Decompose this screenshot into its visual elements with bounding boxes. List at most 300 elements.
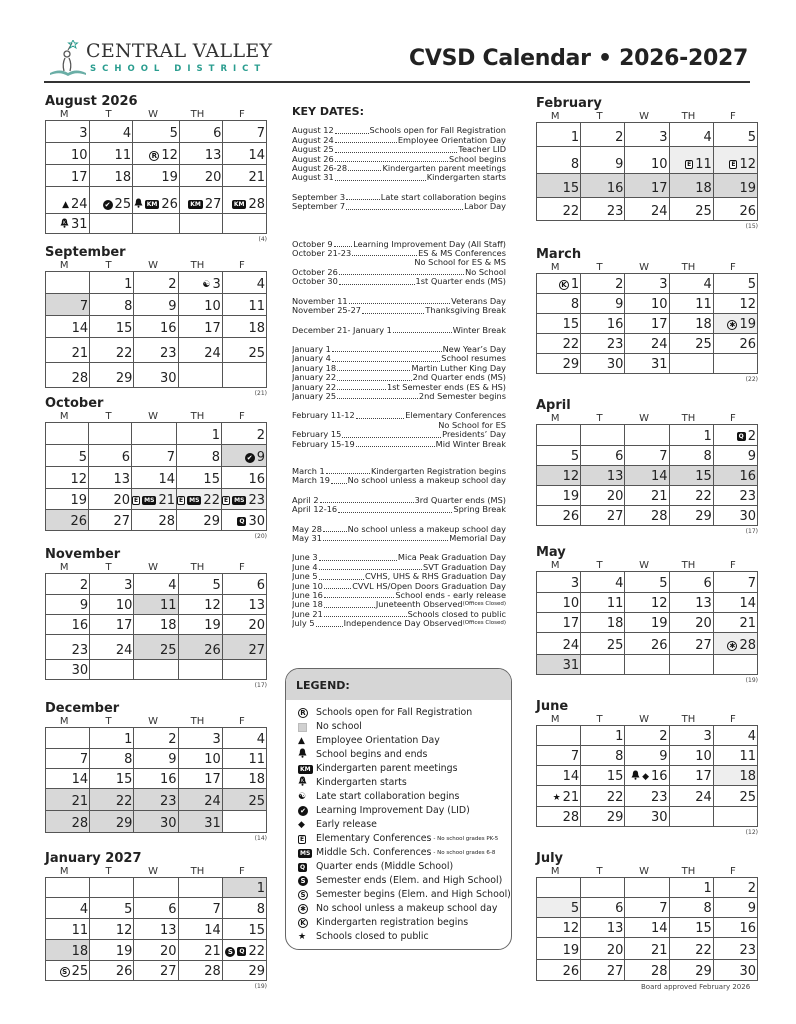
weekday-label: W bbox=[639, 714, 649, 725]
month-name: August 2026 bbox=[45, 94, 138, 109]
day-number: 2 bbox=[747, 881, 756, 896]
day-cell bbox=[537, 572, 581, 593]
day-number: 28 bbox=[158, 514, 175, 529]
dot-leader bbox=[323, 534, 448, 541]
key-date-row bbox=[292, 193, 506, 202]
legend-label: Schools closed to public bbox=[316, 931, 429, 942]
day-cell bbox=[669, 425, 713, 446]
day-cell bbox=[713, 572, 757, 593]
day-cell bbox=[625, 572, 669, 593]
day-cell bbox=[179, 214, 223, 234]
day-cell bbox=[713, 334, 757, 354]
ms-speech-icon: MS bbox=[234, 497, 245, 504]
dot-leader bbox=[335, 145, 458, 152]
key-event: Labor Day bbox=[464, 202, 506, 212]
day-number: 9 bbox=[168, 752, 177, 767]
day-number: 16 bbox=[160, 321, 177, 336]
week-row bbox=[46, 121, 267, 143]
school-day-count: (14) bbox=[254, 835, 267, 842]
day-cell bbox=[669, 786, 713, 807]
day-number: 7 bbox=[166, 450, 175, 465]
day-cell bbox=[223, 143, 267, 165]
legend-item bbox=[298, 706, 511, 720]
weekday-header bbox=[45, 716, 267, 727]
day-cell bbox=[537, 918, 581, 938]
day-cell bbox=[713, 446, 757, 466]
day-number: 9 bbox=[168, 299, 177, 314]
week-row bbox=[46, 445, 267, 467]
key-date: June 18 bbox=[292, 600, 323, 610]
day-number: 7 bbox=[79, 752, 89, 767]
day-number: 31 bbox=[562, 658, 580, 673]
month-grid bbox=[536, 122, 758, 221]
key-date-row bbox=[292, 600, 506, 609]
month-name: November bbox=[45, 547, 121, 562]
key-event: Veterans Day bbox=[451, 296, 506, 306]
day-number: 4 bbox=[747, 729, 756, 744]
day-number: 7 bbox=[747, 576, 756, 591]
day-number: 23 bbox=[651, 790, 668, 805]
key-date: October 9 bbox=[292, 239, 333, 249]
day-number: 18 bbox=[695, 181, 712, 196]
day-number: 14 bbox=[71, 772, 89, 787]
day-number: 16 bbox=[160, 772, 177, 787]
semester-end-icon: S bbox=[225, 947, 235, 957]
day-cell bbox=[134, 961, 178, 981]
day-number: 18 bbox=[71, 944, 89, 959]
dot-leader bbox=[323, 525, 347, 532]
weekday-label: W bbox=[148, 866, 158, 877]
weekday-label: T bbox=[105, 109, 112, 120]
day-number: 25 bbox=[71, 964, 89, 979]
svg-text:K: K bbox=[63, 221, 66, 226]
key-date: January 25 bbox=[292, 391, 337, 401]
week-row bbox=[537, 898, 758, 918]
key-date-row bbox=[292, 202, 506, 211]
day-cell bbox=[177, 445, 222, 467]
day-cell bbox=[178, 316, 222, 338]
legend-item bbox=[298, 734, 511, 748]
day-number: 26 bbox=[651, 638, 668, 653]
week-row bbox=[537, 960, 758, 981]
day-number: 1 bbox=[124, 732, 133, 747]
key-date-row bbox=[292, 582, 506, 591]
key-date: November 11 bbox=[292, 296, 348, 306]
day-number: 24 bbox=[562, 638, 580, 653]
weekday-label: W bbox=[639, 262, 649, 273]
day-cell bbox=[537, 898, 581, 918]
weekday-label: T bbox=[105, 716, 112, 727]
weekday-label: T bbox=[105, 562, 112, 573]
week-row bbox=[46, 615, 267, 635]
key-event: Independence Day Observed bbox=[343, 619, 463, 629]
legend-item bbox=[298, 888, 511, 902]
dot-leader bbox=[335, 136, 397, 143]
day-cell bbox=[222, 272, 266, 294]
e-speech-icon: E bbox=[300, 835, 305, 843]
dot-leader bbox=[346, 202, 463, 209]
day-number: 24 bbox=[651, 337, 668, 352]
day-number: 7 bbox=[659, 449, 668, 464]
day-number: 19 bbox=[204, 618, 221, 633]
day-cell bbox=[89, 423, 132, 445]
day-cell bbox=[134, 272, 178, 294]
day-number: 18 bbox=[248, 772, 265, 787]
day-cell bbox=[581, 878, 625, 898]
dot-leader bbox=[326, 467, 370, 474]
day-cell bbox=[46, 919, 90, 940]
week-row bbox=[46, 574, 267, 595]
day-cell bbox=[625, 334, 669, 354]
day-number: 31 bbox=[651, 357, 668, 372]
day-number: 4 bbox=[256, 732, 265, 747]
weekday-label: W bbox=[639, 111, 649, 122]
key-date-row bbox=[292, 364, 506, 373]
day-cell bbox=[90, 595, 134, 615]
day-cell bbox=[177, 489, 222, 510]
day-cell bbox=[178, 615, 222, 635]
day-cell bbox=[222, 363, 266, 388]
day-number: 12 bbox=[739, 297, 756, 312]
day-number: 1 bbox=[703, 881, 712, 896]
day-cell bbox=[132, 445, 177, 467]
month-name: January 2027 bbox=[45, 851, 142, 866]
legend-label: No school bbox=[316, 721, 362, 732]
key-date-row bbox=[292, 268, 506, 277]
late-start-icon: ☯ bbox=[298, 792, 307, 802]
key-date: September 7 bbox=[292, 202, 346, 212]
day-number: 23 bbox=[248, 493, 265, 508]
day-cell bbox=[669, 918, 713, 938]
day-cell bbox=[178, 338, 222, 363]
day-cell bbox=[669, 198, 713, 221]
day-number: 15 bbox=[695, 921, 712, 936]
day-number: 22 bbox=[695, 943, 712, 958]
day-cell bbox=[625, 807, 669, 827]
day-cell bbox=[713, 655, 757, 675]
day-number: 21 bbox=[651, 943, 668, 958]
key-date: August 12 bbox=[292, 126, 334, 136]
legend-note: - No school grades PK-5 bbox=[433, 836, 499, 842]
dot-leader bbox=[331, 476, 347, 483]
day-cell bbox=[713, 593, 757, 613]
weekday-label: M bbox=[59, 109, 69, 120]
week-row bbox=[537, 314, 758, 334]
day-number: 28 bbox=[248, 197, 265, 212]
day-cell bbox=[134, 574, 178, 595]
weekday-label: T bbox=[105, 260, 112, 271]
month-apr bbox=[536, 399, 758, 536]
week-row bbox=[537, 746, 758, 766]
legend-item bbox=[298, 860, 511, 874]
legend-label: Quarter ends (Middle School) bbox=[316, 861, 454, 872]
week-row bbox=[46, 635, 267, 660]
day-cell bbox=[90, 728, 134, 749]
day-cell bbox=[625, 354, 669, 374]
day-cell bbox=[581, 960, 625, 981]
day-number: 29 bbox=[115, 816, 133, 831]
day-number: 17 bbox=[695, 769, 712, 784]
day-number: 2 bbox=[615, 130, 624, 145]
key-date-row bbox=[292, 534, 506, 543]
key-date: December 21- January 1 bbox=[292, 325, 392, 335]
key-date-row bbox=[292, 467, 506, 476]
key-date-row bbox=[292, 345, 506, 354]
semester-end-icon: S bbox=[298, 876, 308, 886]
weekday-label: T bbox=[105, 411, 112, 422]
weekday-label: T bbox=[596, 560, 603, 571]
key-event: No school unless a makeup school day bbox=[347, 476, 506, 486]
day-cell bbox=[134, 769, 178, 789]
key-date-row bbox=[292, 440, 506, 449]
day-number: 12 bbox=[651, 596, 668, 611]
day-number: 15 bbox=[115, 321, 133, 336]
day-number: 30 bbox=[651, 810, 668, 825]
day-number: 17 bbox=[204, 772, 221, 787]
key-date-row bbox=[292, 136, 506, 145]
school-day-count: (17) bbox=[745, 528, 758, 535]
legend-item bbox=[298, 762, 511, 776]
day-cell bbox=[89, 165, 133, 187]
legend-title: LEGEND: bbox=[286, 669, 511, 700]
day-number: 22 bbox=[695, 489, 712, 504]
month-oct bbox=[45, 397, 267, 541]
day-cell bbox=[134, 789, 178, 811]
km-speech-icon: KM bbox=[233, 201, 245, 208]
week-row bbox=[537, 786, 758, 807]
day-cell bbox=[133, 143, 180, 165]
day-cell bbox=[581, 274, 625, 294]
key-date: September 3 bbox=[292, 192, 346, 202]
day-number: 25 bbox=[606, 638, 624, 653]
week-row bbox=[537, 726, 758, 746]
day-cell bbox=[581, 786, 625, 807]
day-cell bbox=[90, 769, 134, 789]
day-number: 19 bbox=[562, 943, 580, 958]
day-cell bbox=[581, 354, 625, 374]
day-number: 8 bbox=[703, 449, 712, 464]
day-cell bbox=[90, 316, 134, 338]
day-number: 19 bbox=[115, 944, 133, 959]
day-number: 22 bbox=[115, 346, 133, 361]
key-date-row bbox=[292, 173, 506, 182]
day-number: 14 bbox=[158, 472, 175, 487]
day-cell bbox=[222, 728, 266, 749]
day-cell bbox=[625, 726, 669, 746]
week-row bbox=[537, 294, 758, 314]
day-number: 28 bbox=[71, 371, 89, 386]
key-event: Kindergarten Registration begins bbox=[370, 466, 506, 476]
day-cell bbox=[90, 961, 134, 981]
weekday-label: F bbox=[238, 260, 245, 271]
day-number: 5 bbox=[570, 449, 580, 464]
day-cell bbox=[177, 467, 222, 489]
day-cell bbox=[625, 198, 669, 221]
day-number: 25 bbox=[695, 337, 712, 352]
day-cell bbox=[713, 807, 757, 827]
legend-item bbox=[298, 846, 511, 860]
day-cell bbox=[179, 121, 223, 143]
day-cell bbox=[669, 746, 713, 766]
week-row bbox=[537, 655, 758, 675]
day-cell bbox=[669, 593, 713, 613]
day-cell bbox=[625, 786, 669, 807]
day-number: 12 bbox=[739, 157, 756, 172]
day-number: 30 bbox=[739, 509, 756, 524]
day-number: 22 bbox=[248, 944, 265, 959]
e-speech-icon: E bbox=[687, 161, 692, 168]
dot-leader bbox=[346, 193, 380, 200]
day-number: 16 bbox=[248, 472, 265, 487]
day-cell bbox=[537, 878, 581, 898]
day-cell bbox=[46, 423, 89, 445]
legend-icon-slot bbox=[298, 776, 316, 791]
day-number: 15 bbox=[562, 181, 580, 196]
week-row bbox=[46, 728, 267, 749]
dot-leader bbox=[339, 277, 415, 284]
day-cell bbox=[581, 633, 625, 655]
key-event: Winter Break bbox=[452, 325, 506, 335]
key-date-row bbox=[292, 326, 506, 335]
legend-item bbox=[298, 930, 511, 944]
day-cell bbox=[669, 766, 713, 786]
day-number: 18 bbox=[739, 769, 756, 784]
day-number: 26 bbox=[562, 964, 580, 979]
day-number: 1 bbox=[703, 429, 712, 444]
day-cell bbox=[581, 174, 625, 198]
day-cell bbox=[537, 593, 581, 613]
day-cell bbox=[669, 294, 713, 314]
legend-label: Elementary Conferences bbox=[316, 833, 432, 844]
month-grid bbox=[45, 573, 267, 680]
key-event: Mica Peak Graduation Day bbox=[397, 553, 506, 563]
key-date-row bbox=[292, 430, 506, 439]
day-number: 22 bbox=[562, 204, 580, 219]
day-number: 25 bbox=[248, 794, 265, 809]
day-cell bbox=[669, 898, 713, 918]
dot-leader bbox=[342, 430, 441, 437]
day-cell bbox=[581, 314, 625, 334]
day-cell bbox=[625, 506, 669, 526]
day-cell bbox=[222, 769, 266, 789]
month-mar bbox=[536, 248, 758, 384]
day-cell bbox=[625, 938, 669, 960]
legend-label: Learning Improvement Day (LID) bbox=[316, 805, 470, 816]
legend-icon-slot bbox=[298, 790, 316, 804]
school-day-count: (20) bbox=[254, 533, 267, 540]
kindergarten-bell-icon bbox=[60, 218, 69, 231]
key-date: April 12-16 bbox=[292, 505, 338, 515]
day-cell bbox=[537, 766, 581, 786]
day-number: 17 bbox=[651, 181, 668, 196]
day-number: 29 bbox=[606, 810, 624, 825]
key-date: April 2 bbox=[292, 495, 319, 505]
reading-child-logo-icon bbox=[48, 40, 88, 78]
day-cell bbox=[134, 940, 178, 961]
weekday-label: F bbox=[729, 413, 736, 424]
day-cell bbox=[581, 746, 625, 766]
month-grid bbox=[45, 422, 267, 531]
day-cell bbox=[581, 446, 625, 466]
day-cell bbox=[132, 423, 177, 445]
day-cell bbox=[46, 214, 90, 234]
header-divider bbox=[44, 81, 750, 83]
legend bbox=[285, 668, 512, 950]
month-grid bbox=[536, 424, 758, 526]
day-number: 28 bbox=[651, 964, 668, 979]
key-date-row bbox=[292, 610, 506, 619]
key-dates bbox=[292, 107, 506, 629]
bell-icon bbox=[134, 198, 143, 211]
day-cell bbox=[625, 633, 669, 655]
key-date-row bbox=[292, 354, 506, 363]
day-number: 1 bbox=[124, 277, 133, 292]
day-number: 26 bbox=[739, 337, 756, 352]
weekday-header bbox=[536, 560, 758, 571]
key-date: August 26 bbox=[292, 154, 334, 164]
day-number: 27 bbox=[248, 643, 265, 658]
day-cell bbox=[713, 746, 757, 766]
day-cell bbox=[625, 123, 669, 147]
legend-label: Early release bbox=[316, 819, 377, 830]
key-event: New Year’s Day bbox=[442, 344, 506, 354]
key-date: August 24 bbox=[292, 135, 334, 145]
week-row bbox=[537, 147, 758, 174]
q-box-icon: Q bbox=[239, 518, 245, 525]
day-cell bbox=[222, 595, 266, 615]
day-number: 8 bbox=[211, 450, 220, 465]
month-grid bbox=[45, 727, 267, 833]
day-number: 16 bbox=[651, 769, 668, 784]
day-cell bbox=[537, 123, 581, 147]
key-date: February 15-19 bbox=[292, 439, 355, 449]
dot-leader bbox=[335, 126, 369, 133]
day-cell bbox=[89, 187, 133, 214]
day-number: 9 bbox=[659, 749, 668, 764]
week-row bbox=[537, 593, 758, 613]
day-number: 24 bbox=[115, 643, 133, 658]
key-event-note: (Offices Closed) bbox=[462, 601, 506, 608]
day-number: 29 bbox=[115, 371, 133, 386]
day-number: 11 bbox=[695, 157, 712, 172]
day-cell bbox=[581, 198, 625, 221]
k-registration-icon: K bbox=[559, 280, 569, 290]
day-cell bbox=[133, 121, 180, 143]
day-number: 20 bbox=[160, 944, 177, 959]
key-date-row bbox=[292, 553, 506, 562]
day-number: 25 bbox=[160, 643, 177, 658]
day-cell bbox=[179, 165, 223, 187]
weekday-label: M bbox=[550, 866, 560, 877]
day-cell bbox=[669, 878, 713, 898]
day-cell bbox=[46, 272, 90, 294]
day-cell bbox=[134, 660, 178, 680]
weekday-label: TH bbox=[190, 411, 205, 422]
week-row bbox=[537, 123, 758, 147]
day-number: 26 bbox=[161, 197, 178, 212]
key-date-row bbox=[292, 392, 506, 401]
day-cell bbox=[178, 363, 222, 388]
dot-leader bbox=[393, 326, 452, 333]
day-cell bbox=[537, 506, 581, 526]
day-number: 18 bbox=[695, 317, 712, 332]
month-grid bbox=[536, 273, 758, 374]
day-number: 20 bbox=[606, 489, 624, 504]
day-number: 2 bbox=[256, 428, 265, 443]
weekday-label: TH bbox=[190, 716, 205, 727]
day-cell bbox=[46, 121, 90, 143]
star-icon: ★ bbox=[552, 792, 561, 803]
